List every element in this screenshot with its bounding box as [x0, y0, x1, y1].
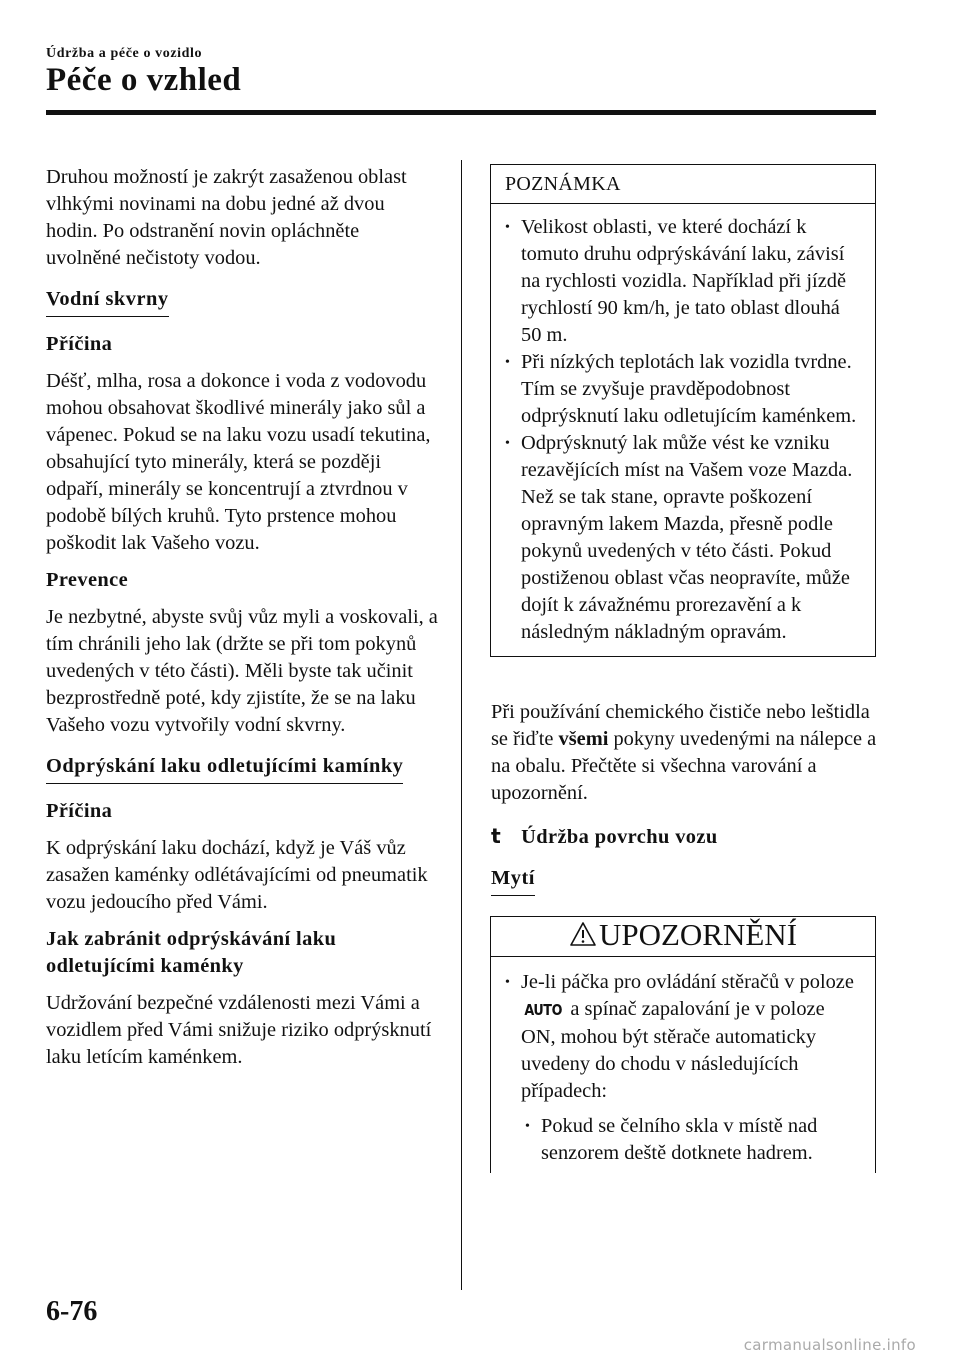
note-label: POZNÁMKA: [491, 165, 875, 204]
water-spots-prevention-text: Je nezbytné, abyste svůj vůz myli a voskovali, a tím chránili jeho lak (držte se při tom pokynů uvedených v této části). Měli byste tak učinit bezprostředně poté, kdy zjistíte, že se na laku Vašeho vozu vytvořily vodní skvrny.: [46, 606, 438, 736]
water-spots-prevention-label: Prevence: [46, 569, 129, 591]
chipping-cause-label: Příčina: [46, 800, 113, 822]
chipping-prevent-label: Jak zabránit odprýskávání laku odletujícími kaménky: [46, 928, 337, 977]
title-rule: [46, 110, 876, 115]
caution-list: [505, 969, 863, 1167]
warning-triangle-icon: [569, 921, 597, 947]
page-number: 6-76: [46, 1296, 98, 1327]
note-item: • Velikost oblasti, ve které dochází k tomuto druhu odprýskávání laku, závisí na rychlosti vozidla. Například při jízdě rychlostí 90 km/h, je tato oblast dlouhá 50 m.: [505, 214, 863, 349]
caution-box: [490, 916, 876, 1173]
note-list: [505, 214, 863, 646]
note-item: • Odprýsknutý lak může vést ke vzniku rezavějících míst na Vašem voze Mazda. Než se tak stane, opravte poškození opravným lakem Mazda, přesně podle pokynů uvedených v této části. Pokud postiženou oblast včas neopravíte, může dojít k závažnému prorezavění a k následným nákladným opravám.: [505, 430, 863, 646]
note-item: • Při nízkých teplotách lak vozidla tvrdne. Tím se zvyšuje pravděpodobnost odprýsknutí laku odletujícím kaménkem.: [505, 349, 863, 430]
chipping-prevent-text: Udržování bezpečné vzdálenosti mezi Vámi a vozidlem před Vámi snižuje riziko odprýsknutí laku letícím kaménkem.: [46, 992, 432, 1068]
note-box: [490, 164, 876, 657]
breadcrumb: Údržba a péče o vozidlo: [46, 46, 203, 61]
chipping-cause-text: K odprýskání laku dochází, když je Váš vůz zasažen kaménky odlétávajícími od pneumatik vozu jedoucího před Vámi.: [46, 837, 428, 913]
section-marker-icon: t: [491, 824, 502, 848]
auto-position-icon: AUTO: [524, 1001, 562, 1019]
intro-paragraph: Druhou možností je zakrýt zasaženou oblast vlhkými novinami na dobu jedné až dvou hodin. Po odstranění novin opláchněte uvolněné nečistoty vodou.: [46, 166, 407, 269]
watermark: carmanualsonline.info: [743, 1336, 916, 1354]
water-spots-heading: Vodní skvrny: [46, 286, 169, 317]
caution-header: [491, 917, 875, 957]
water-spots-cause-text: Déšť, mlha, rosa a dokonce i voda z vodovodu mohou obsahovat škodlivé minerály jako sůl a vápenec. Pokud se na laku vozu usadí tekutina, obsahující tyto minerály, která se později odpaří, minerály se koncentrují a ztvrdnou v podobě bílých kruhů. Tyto prstence mohou poškodit lak Vašeho vozu.: [46, 370, 431, 554]
water-spots-cause-label: Příčina: [46, 333, 113, 355]
caution-item: • Je-li páčka pro ovládání stěračů v poloze AUTO a spínač zapalování je v poloze ON, mohou být stěrače automaticky uvedeny do chodu v následujících případech:: [505, 969, 863, 1105]
caution-label: UPOZORNĚNÍ: [598, 917, 798, 952]
left-column: [46, 164, 438, 1081]
chipping-heading: Odprýskání laku odletujícími kamínky: [46, 753, 403, 784]
emphasis-all: všemi: [558, 728, 609, 750]
page-title: Péče o vzhled: [46, 62, 242, 98]
surface-maintenance-heading: t Údržba povrchu vozu: [491, 824, 718, 848]
column-divider: [461, 160, 462, 1290]
washing-heading: Mytí: [491, 865, 535, 896]
right-column: [491, 164, 877, 1173]
caution-sub-item: • Pokud se čelního skla v místě nad senzorem deště dotknete hadrem.: [525, 1113, 863, 1167]
chemical-cleaner-paragraph: Při používání chemického čističe nebo leštidla se řiďte všemi pokyny uvedenými na nálepce a na obalu. Přečtěte si všechna varování a upozornění.: [491, 701, 877, 804]
